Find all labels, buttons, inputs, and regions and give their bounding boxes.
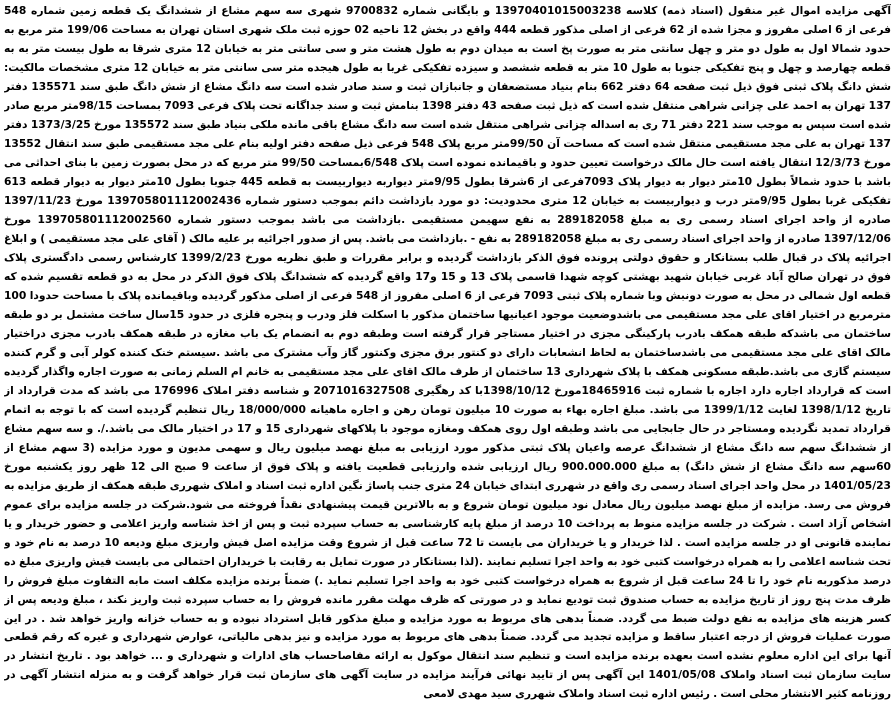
auction-notice <box>4 2 891 709</box>
notice-body-text: آگهی مزایده اموال غیر منقول (اسناد ذمه) کلاسه 13970401015003238 و بایگانی شماره 9700832 شهری سه سهم مشاع از ششدانگ یک قطعه زمین شماره 548 فرعی از 6 اصلی مفروز و مجزا شده از 62 فرعی از اصلی مذکور قطعه 444 واقع در بخش 12 ناحیه 02 حوزه ثبت ملک شهری استان تهران به مساحت 199/06 متر مربع به حدود شمالا اول به طول دو متر و چهل سانتی متر به صورت پخ است به میدان دوم به طول هشت متر و سی سانتی متر به خیابان 12 متری شرقا به طول بیست متر به به قطعه چهارصد و چهل و پنج تفکیکی جنوبا به طول 10 متر به قطعه ششصد و سیزده تفکیکی غربا به طول هیجده متر سی سانتی متر به خیابان 12 متری مشخصات مالکیت: شش دانگ پلاک ثبتی فوق ذیل ثبت صفحه 64 دفتر 662 بنام بنیاد مستضعفان و جانبازان ثبت و سند صادر شده است سه دانگ مشاع از شش دانگ طبق سند 135571 دفتر 137 تهران به احمد علی چزانی شراهی منتقل شده است که ذیل ثبت صفحه 43 دفتر 1398 بنامش ثبت و سند جداگانه تحت پلاک فرعی 7093 بمساحت 98/15متر مربع صادر شده است سپس به موجب سند 221 دفتر 71 ری به اسداله چزانی شراهی منتقل شده است سه دانگ مشاع باقی مانده ملکی بنیاد طبق سند 135572 مورخ 1373/3/25 دفتر 137 تهران به علی مجد مستقیمی منتقل شده است که مساحت آن 99/50متر مربع پلاک 548 فرعی ذیل صفحه دفتر اولیه بنام علی مجد مستقیمی طبق سند انتقال 13552 مورخ 12/3/73 انتقال یافته است حال مالک درخواست تعیین حدود و باقیمانده نموده است پلاک 6/548بمساحت 99/50 متر مربع که در محل بصورت زمین با بنای احداثی می باشد با حدود شمالاً بطول 10متر دیوار به دیوار پلاک 7093فرعی از 6شرقا بطول 9/95متر دیواربه دیواربیست به قطعه 445 جنوبا بطول 10متر دیوار به دیوار قطعه 613 تفکیکی غربا بطول 9/95متر درب و دیواربیست به خیابان 12 متری محدودیت: دو مورد بازداشت دائم بموجب دستور شماره 13970580111200243‌6 مورخ 1397/11/23 صادره از واحد اجرای اسناد رسمی ری به مبلغ 289182058 به نفع سهیمن مستقیمی .بازداشت می باشد بموجب دستور شماره 13970580111200256‌0 مورخ 1397/12/06 صادره از واحد اجرای اسناد رسمی ری به مبلغ 289182058 به نفع - .بازداشت می باشد. پس از صدور اجرائیه بر علیه مالک ( آقای علی مجد مستقیمی ) و ابلاغ اجرائیه پلاک در قبال طلب بستانکار و حقوق دولتی پرونده فوق الذکر بازداشت گردیده و برابر مقررات و طبق نظریه مورخ 1399/2/23 کارشناس رسمی دادگستری پلاک فوق در تهران صالح آباد غربی خیابان شهید بهشتی کوچه شهدا قاسمی پلاک 13 و 15 و17 واقع گردیده که ششدانگ پلاک فوق الذکر در محل به دو قطعه تقسیم شده که قطعه اول شمالی در محل به صورت دونبش وبا شماره پلاک ثبتی 7093 فرعی از 6 اصلی مفروز از 548 فرعی از اصلی مذکور گردیده وباقیمانده پلاک با مساحت حدودا 100 مترمربع در اختیار اقای علی مجد مستقیمی می باشدوضعیت موجود اعیانیها ساختمان مذکور با اسکلت فلز ودرب و پنجره فلزی در حدود 15سال ساخت مشتمل بر دو طبقه ساختمان می باشدکه طبقه همکف بادرب پارکینگی مجزی در اختیار مستاجر قرار گرفته است وطبقه دوم به انضمام یک باب مغازه در طبقه همکف بادرب مجزی دراختیار مالک اقای علی مجد مستقیمی می باشدساختمان به لحاظ انشعابات دارای دو کنتور برق مجزی وکنتور گاز وآب مشترک می باشد .سیستم خنک کننده کولر آبی و گرم کننده سیستم گازی می باشد.طبقه مسکونی همکف با پلاک شهرداری 13 ساختمان از طرف مالک اقای علی مجد مستقیمی به خانم ام السلم زمانی به صورت اجاره واگذار گردیده است که قرارداد اجاره دارد اجاره با شماره ثبت 18465916مورخ 1398/10/12با کد رهگیری 207101632750‌8 و شناسه دفتر املاک 176996 می باشد که مدت قرارداد از تاریخ 1398/1/12 لغایت 1399/1/12 می باشد. مبلغ اجاره بهاء به صورت 10 میلیون تومان رهن و اجاره ماهیانه 18/000/000 ریال تنظیم گردیده است که با توجه به اتمام قرارداد تمدید نگردیده ومستاجر در حال جابجایی می باشد وطبقه اول روی همکف ومغازه موجود با پلاکهای شهرداری 15 و 17 در اختیار مالک می باشد./. و سه سهم مشاع از ششدانگ سهم سه دانگ مشاع از ششدانگ عرصه واعیان پلاک ثبتی مذکور مورد ارزیابی به مبلغ نهصد میلیون ریال و سهمی مدیون و مورد مزایده (3 سهم مشاع از 60سهم سه دانگ مشاع از شش دانگ) به مبلغ 900.000.000 ریال ارزیابی شده وارزیابی قطعیت یافته و پلاک فوق از ساعت 9 صبح الی 12 ظهر روز یکشنبه مورخ 1401/05/23 در محل واحد اجرای اسناد رسمی ری واقع در شهرری ابتدای خیابان 24 متری جنب پاساژ نگین اداره ثبت اسناد و املاک شهرری طبقه همکف از طریق مزایده به فروش می رسد. مزایده از مبلغ نهصد میلیون ریال معادل نود میلیون تومان شروع و به بالاترین قیمت پیشنهادی نقداً فروخته می شود.شرکت در جلسه مزایده برای عموم اشخاص آزاد است . شرکت در جلسه مزایده منوط به پرداخت 10 درصد از مبلغ پایه کارشناسی به حساب سپرده ثبت و پس از اخذ شناسه واریز اعلامی و حضور خریدار و یا نماینده قانونی او در جلسه مزایده است . لذا خریدار و یا خریداران می بایست تا 72 ساعت قبل از شروع وقت مزایده اصل فیش واریزی مبلغ ودیعه 10 درصد به نام خود و تحت شناسه اعلامی را به همراه درخواست کتبی خود به واحد اجرا تسلیم نمایند .(لذا بستانکار در صورت تمایل به رقابت با خریداران احتمالی می بایست فیش واریزی مبلغ ده درصد مذکوربه نام خود را تا 24 ساعت قبل از شروع به همراه درخواست کتبی خود به واحد اجرا تسلیم نماید .) ضمناً برنده مزایده مکلف است مابه التفاوت مبلغ فروش را ظرف مدت پنج روز از تاریخ مزایده به حساب صندوق ثبت تودیع نماید و در صورتی که ظرف مهلت مقرر مانده فروش را به حساب سپرده ثبت واریز نکند ، مبلغ ودیعه پس از کسر هزینه های مزایده به نفع دولت ضبط می گردد. ضمناً بدهی های مربوط به مورد مزایده و مبلغ مذکور قابل استرداد نبوده و به حساب خزانه واریز خواهد شد . در این صورت عملیات فروش از درجه اعتبار ساقط و مزایده تجدید می گردد. ضمناً بدهی های مربوط به مورد مزایده و نیز بدهی مالیاتی، عوارض شهرداری و غیره که رقم قطعی آنها برای این اداره معلوم نشده است بعهده برنده مزایده است و تنظیم سند انتقال موکول به ارائه مفاصاحساب های ادارات و شهرداری و ... خواهد بود . تاریخ انتشار در سایت سازمان ثبت اسناد واملاک 1401/05/08 این آگهی پس از تایید نهائی فرآیند مزایده در سایت آگهی های سازمان ثبت قرار خواهد گرفت و به منزله انتشار آگهی در روزنامه کثیر الانتشار محلی است . رئیس اداره ثبت اسناد واملاک شهرری سید مهدی لامعی <box>4 4 891 701</box>
